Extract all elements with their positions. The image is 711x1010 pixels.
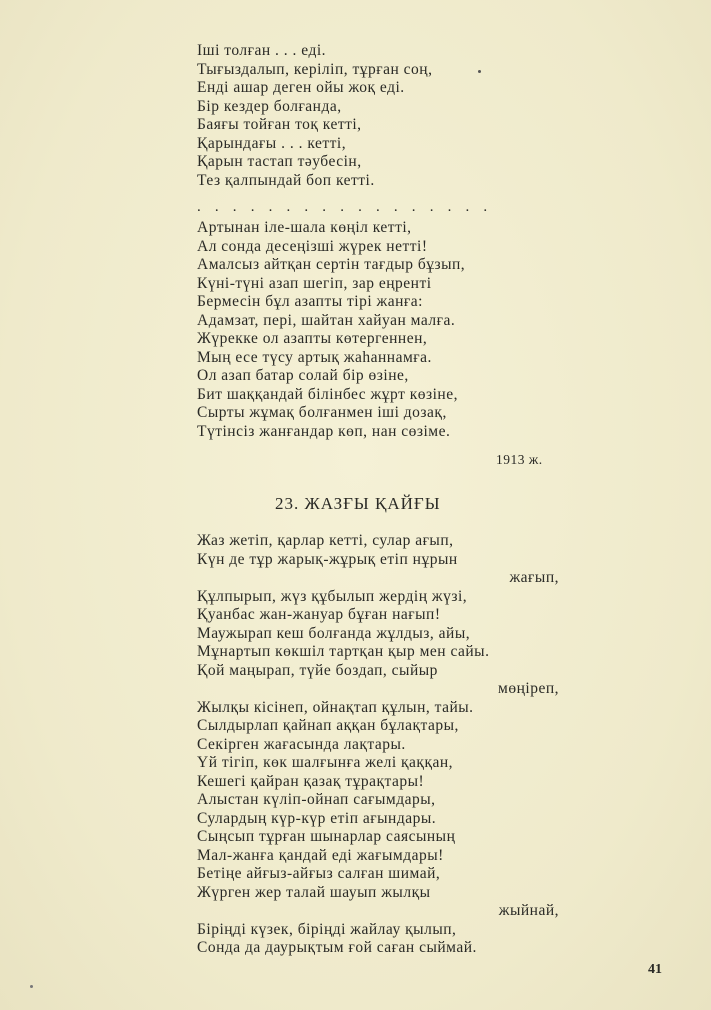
verse-line: Бит шаққандай білінбес жұрт көзіне, bbox=[197, 385, 458, 403]
verse-line: Артынан іле-шала көңіл кетті, bbox=[197, 219, 412, 236]
verse-line: Қуанбас жан-жануар бұған нағып! bbox=[197, 606, 441, 623]
verse-line-continuation: жағып, bbox=[509, 569, 559, 586]
verse-line: Түтінсіз жанғандар көп, нан сөзіме. bbox=[197, 422, 451, 440]
verse-line: Қарындағы . . . кетті, bbox=[197, 134, 347, 152]
verse-line: Қарын тастап тәубесін, bbox=[197, 153, 362, 170]
stanza-1 bbox=[197, 42, 567, 190]
page-number: 41 bbox=[648, 962, 662, 977]
verse-line: Амалсыз айтқан сертін тағдыр бұзып, bbox=[197, 256, 466, 273]
verse-line: Сырты жұмақ болғанмен іші дозақ, bbox=[197, 404, 447, 421]
verse-line-continuation: жыйнай, bbox=[498, 902, 559, 919]
verse-line: Баяғы тойған тоқ кетті, bbox=[197, 116, 362, 133]
verse-line: Мал-жанға қандай еді жағымдары! bbox=[197, 846, 444, 864]
verse-line: Бетіңе айғыз-айғыз салған шимай, bbox=[197, 865, 441, 882]
print-speck bbox=[30, 985, 33, 988]
verse-line: Жаз жетіп, қарлар кетті, сулар ағып, bbox=[197, 532, 454, 549]
poem-title: 23. ЖАЗҒЫ ҚАЙҒЫ bbox=[275, 494, 441, 513]
verse-line: Жүрекке ол азапты көтергеннен, bbox=[197, 330, 428, 347]
verse-line: Алыстан күліп-ойнап сағымдары, bbox=[197, 791, 436, 808]
verse-line: Сылдырлап қайнап аққан бұлақтары, bbox=[197, 717, 459, 734]
poem-date: 1913 ж. bbox=[496, 452, 543, 467]
verse-line: Біріңді күзек, біріңді жайлау қылып, bbox=[197, 920, 457, 938]
verse-line: Енді ашар деген ойы жоқ еді. bbox=[197, 79, 405, 96]
stanza-3 bbox=[197, 532, 559, 958]
verse-line: Жылқы кісінеп, ойнақтап құлын, тайы. bbox=[197, 698, 474, 716]
verse-line: Күні-түні азап шегіп, зар еңренті bbox=[197, 274, 432, 292]
verse-line: Тез қалпындай боп кетті. bbox=[197, 171, 375, 189]
verse-line: Сыңсып тұрған шынарлар саясының bbox=[197, 828, 456, 845]
verse-line: Бір кездер болғанда, bbox=[197, 97, 342, 115]
verse-line-continuation: мөңіреп, bbox=[498, 680, 559, 697]
verse-line: Күн де тұр жарық-жұрық етіп нұрын bbox=[197, 550, 458, 568]
verse-line: Маужырап кеш болғанда жұлдыз, айы, bbox=[197, 624, 471, 642]
verse-line: Қой маңырап, түйе боздап, сыйыр bbox=[197, 661, 438, 679]
ellipsis-row: . . . . . . . . . . . . . . . . . bbox=[197, 199, 493, 215]
verse-line: Сонда да даурықтым ғой саған сыймай. bbox=[197, 939, 477, 956]
verse-line: Мың есе түсу артық жаһаннамға. bbox=[197, 348, 432, 366]
verse-line: Ол азап батар солай бір өзіне, bbox=[197, 367, 409, 384]
verse-line: Мұнартып көкшіл тартқан қыр мен сайы. bbox=[197, 643, 490, 660]
verse-line: Іші толған . . . еді. bbox=[197, 42, 327, 59]
verse-line: Жүрген жер талай шауып жылқы bbox=[197, 883, 431, 901]
verse-line: Адамзат, пері, шайтан хайуан малға. bbox=[197, 311, 456, 329]
verse-line: Құлпырып, жүз құбылып жердің жүзі, bbox=[197, 587, 468, 605]
print-speck bbox=[478, 70, 481, 73]
stanza-2 bbox=[197, 219, 567, 441]
verse-line: Кешегі қайран қазақ тұрақтары! bbox=[197, 772, 425, 790]
verse-line: Тығыздалып, керіліп, тұрған соң, bbox=[197, 60, 433, 78]
verse-line: Ал сонда десеңізші жүрек нетті! bbox=[197, 237, 428, 255]
verse-line: Үй тігіп, көк шалғынға желі қаққан, bbox=[197, 754, 454, 771]
verse-line: Сулардың күр-күр етіп ағындары. bbox=[197, 809, 437, 827]
verse-line: Бермесін бұл азапты тірі жанға: bbox=[197, 293, 423, 310]
verse-line: Секірген жағасында лақтары. bbox=[197, 735, 406, 753]
